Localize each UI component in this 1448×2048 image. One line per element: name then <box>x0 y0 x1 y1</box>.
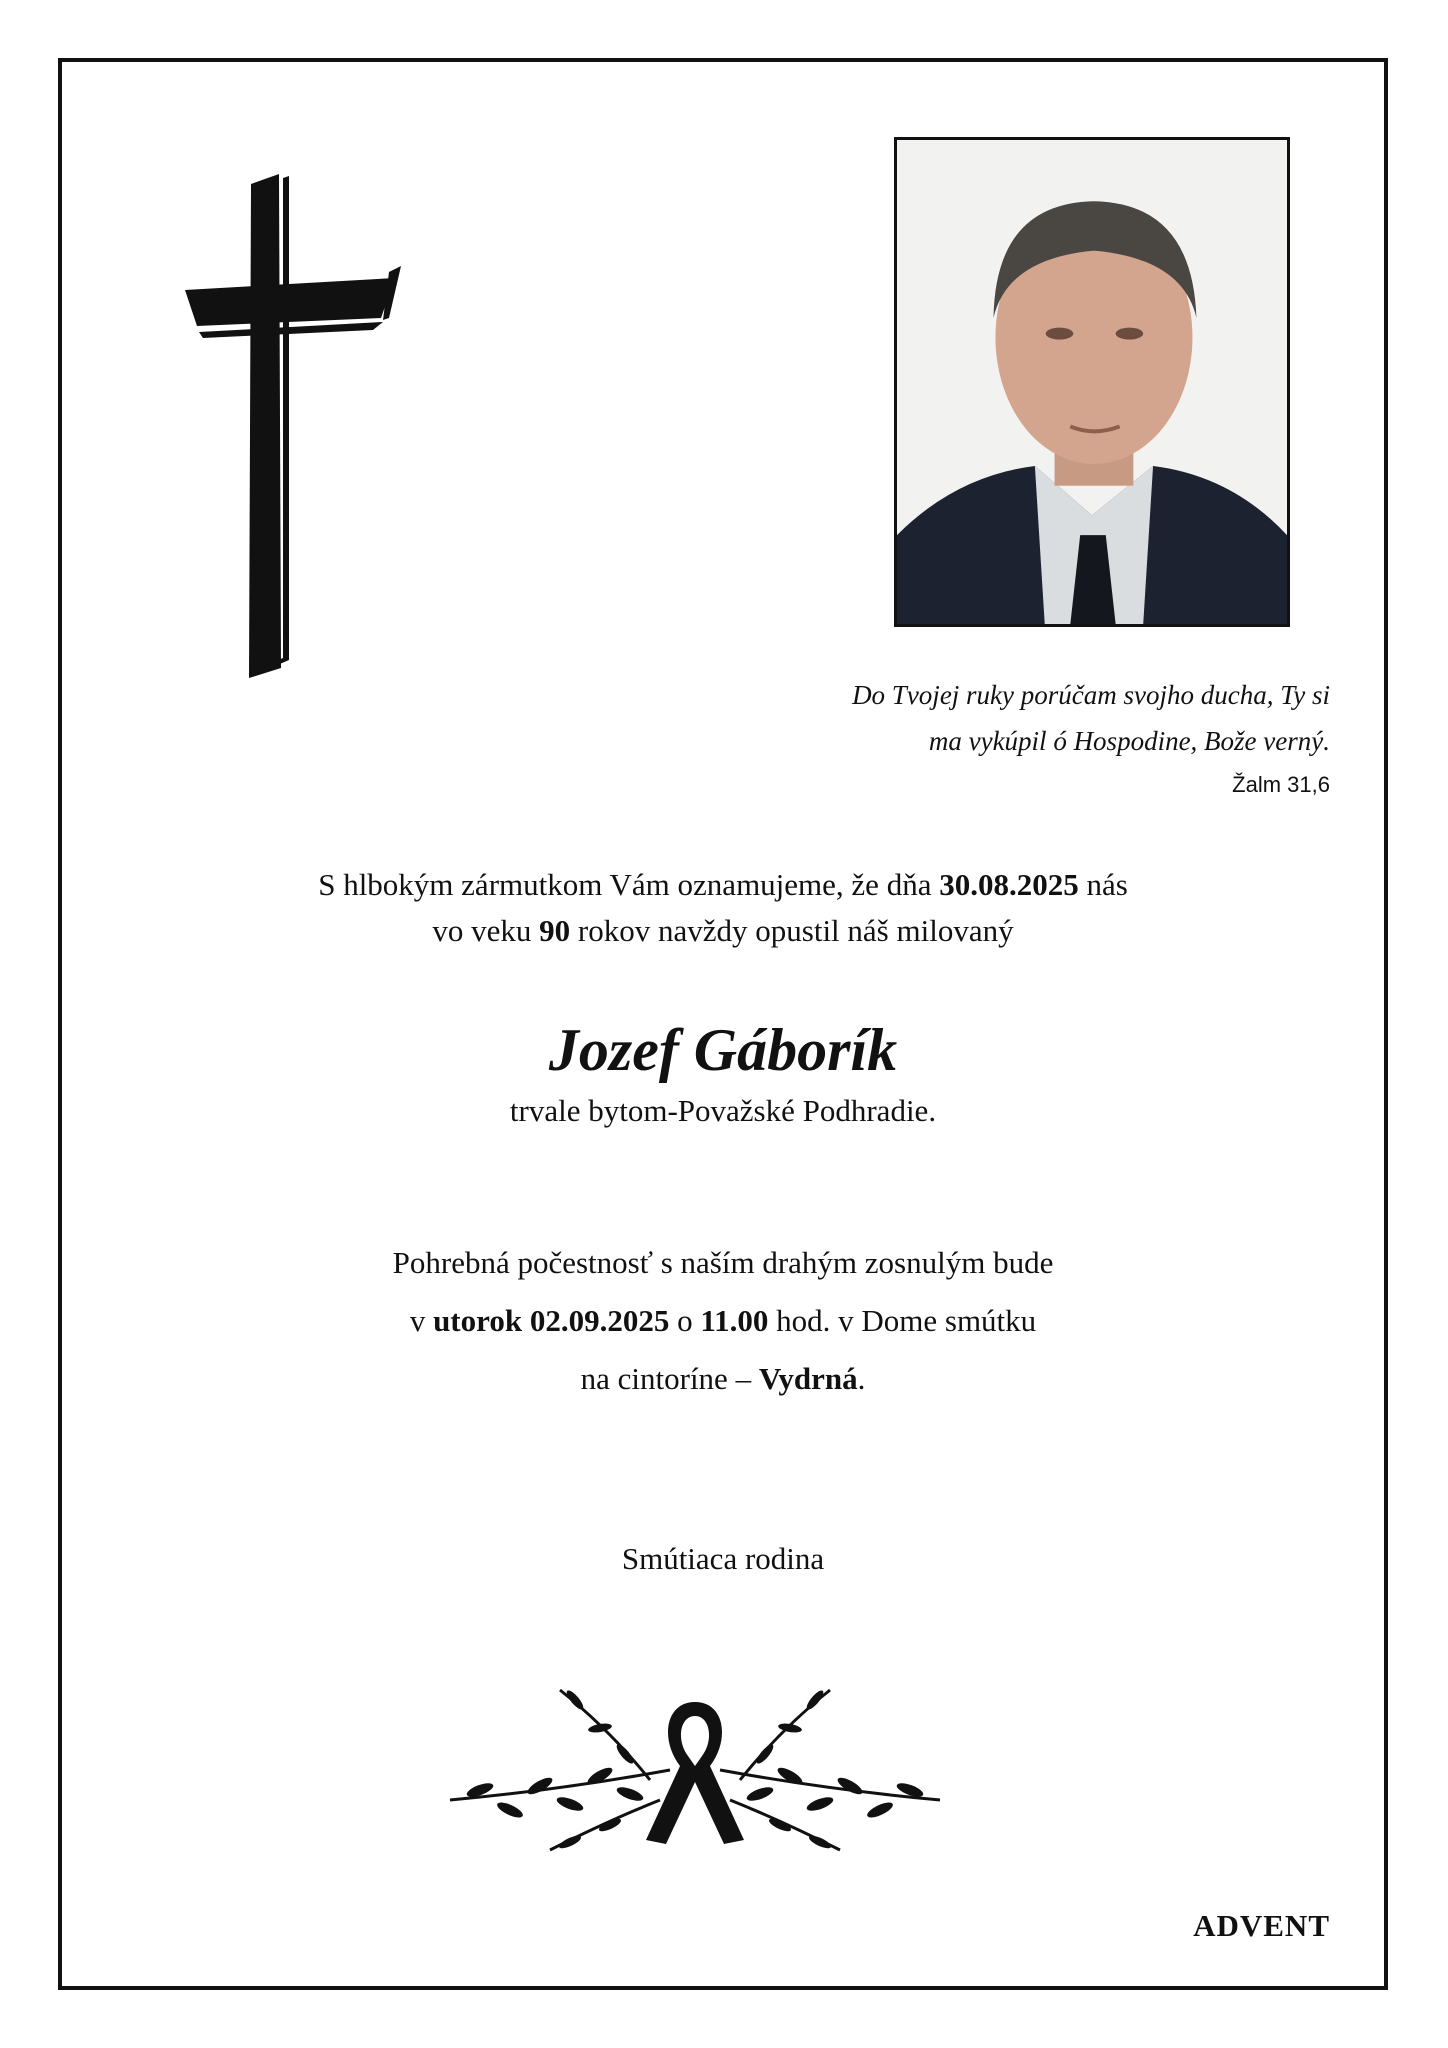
psalm-quote <box>690 672 1330 764</box>
portrait-photo <box>894 137 1290 627</box>
funeral-mid: o <box>669 1303 701 1338</box>
funeral-line-2 <box>58 1292 1388 1350</box>
announcement-line-1 <box>58 862 1388 908</box>
signoff: Smútiaca rodina <box>621 1541 825 1576</box>
announce-text-3: vo veku <box>432 913 540 948</box>
psalm-line-1: Do Tvojej ruky porúčam svojho ducha, Ty si <box>852 680 1330 710</box>
psalm-reference: Žalm 31,6 <box>1232 772 1330 797</box>
funeral-line-1: Pohrebná počestnosť s naším drahým zosnulým bude <box>392 1245 1054 1280</box>
funeral-info <box>58 1234 1388 1408</box>
deceased-name: Jozef Gáborík <box>548 1017 898 1083</box>
announcement-line-2 <box>58 908 1388 954</box>
announce-text-2: nás <box>1078 867 1128 902</box>
cross-icon <box>185 168 405 678</box>
funeral-day-date: utorok 02.09.2025 <box>433 1303 670 1338</box>
mourning-ribbon-icon <box>440 1670 950 1870</box>
funeral-suffix: hod. v Dome smútku <box>768 1303 1037 1338</box>
residence: trvale bytom-Považské Podhradie. <box>509 1093 937 1128</box>
funeral-time: 11.00 <box>700 1303 769 1338</box>
announcement <box>58 862 1388 954</box>
psalm-line-2: ma vykúpil ó Hospodine, Bože verný. <box>928 726 1330 756</box>
advent-label: ADVENT <box>1193 1908 1330 1943</box>
announce-text-1: S hlbokým zármutkom Vám oznamujeme, že dňa <box>318 867 940 902</box>
cemetery: Vydrná <box>758 1361 858 1396</box>
funeral-prefix: v <box>409 1303 434 1338</box>
age: 90 <box>539 913 571 948</box>
date-of-death: 30.08.2025 <box>939 867 1079 902</box>
funeral-line3-prefix: na cintoríne – <box>580 1361 759 1396</box>
funeral-line-3 <box>58 1350 1388 1408</box>
funeral-line3-suffix: . <box>857 1361 866 1396</box>
announce-text-4: rokov navždy opustil náš milovaný <box>570 913 1014 948</box>
